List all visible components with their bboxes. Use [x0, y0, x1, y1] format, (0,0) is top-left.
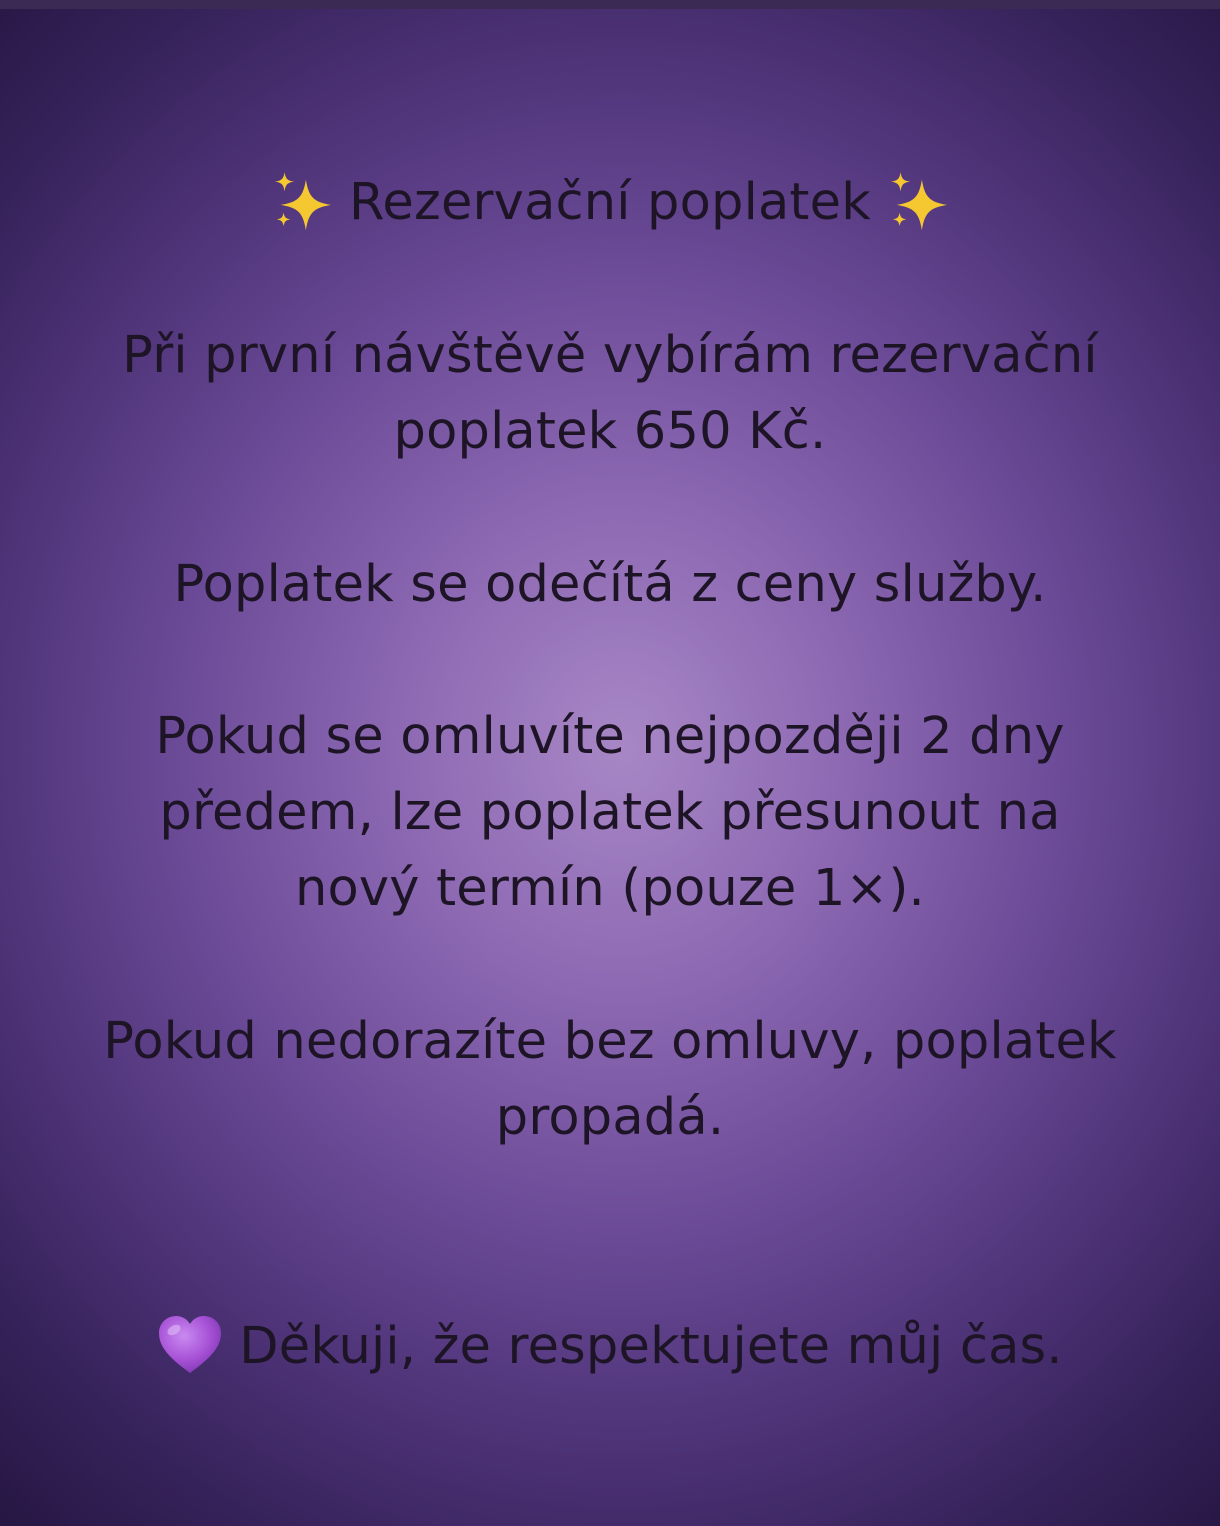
paragraph-3-line-3: nový termín (pouze 1×). [295, 859, 925, 918]
paragraph-4-line-2: propadá. [495, 1088, 725, 1147]
page-title: Rezervační poplatek [349, 173, 871, 232]
paragraph-1-line-1: Při první návštěvě vybírám rezervační [122, 326, 1098, 385]
sparkles-icon [271, 170, 333, 232]
closing-message: Děkuji, že respektujete můj čas. [239, 1317, 1063, 1376]
sparkles-icon [887, 170, 949, 232]
title-line [0, 168, 1220, 238]
paragraph-3-line-1: Pokud se omluvíte nejpozději 2 dny [155, 707, 1065, 766]
closing-line [0, 1312, 1220, 1382]
paragraph-2-line-1: Poplatek se odečítá z ceny služby. [173, 555, 1047, 614]
paragraph-4-line-1: Pokud nedorazíte bez omluvy, poplatek [103, 1012, 1117, 1071]
paragraph-1-line-2: poplatek 650 Kč. [393, 402, 827, 461]
top-border-strip [0, 0, 1220, 9]
paragraph-3-line-2: předem, lze poplatek přesunout na [159, 783, 1061, 842]
purple-heart-icon [157, 1315, 223, 1375]
